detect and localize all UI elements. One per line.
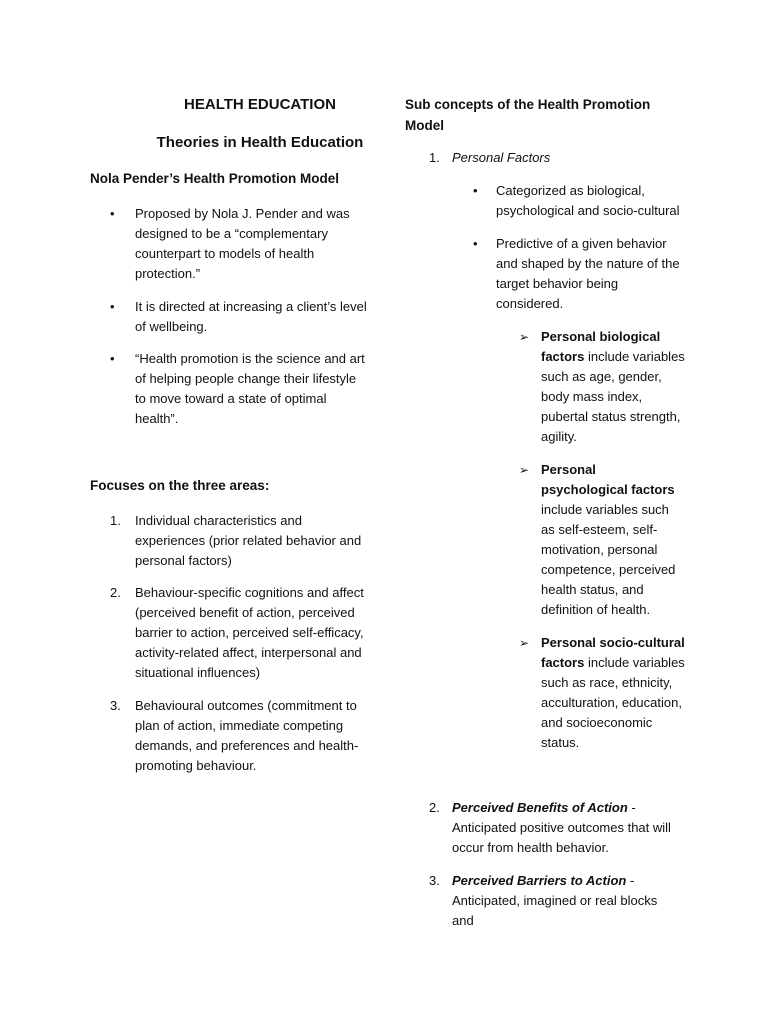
- model-heading: Nola Pender’s Health Promotion Model: [90, 171, 340, 186]
- list-item: 2. Behaviour-specific cognitions and affect (perceived benefit of action, perceived barrier to action, perceived self-efficacy, activity-related affect, interpersonal and situational influences): [110, 585, 364, 680]
- bullet-icon: •: [110, 299, 115, 314]
- page-title: HEALTH EDUCATION: [184, 96, 336, 113]
- list-item: • Proposed by Nola J. Pender and was designed to be a “complementary counterpart to models of health protection.”: [110, 206, 350, 281]
- list-item: ➢ Personal psychological factors include variables such as self-esteem, self-motivation, personal competence, perceived health status, and definition of health.: [519, 462, 676, 617]
- list-item: • “Health promotion is the science and art of helping people change their lifestyle to move toward a state of optimal health”.: [110, 351, 365, 426]
- list-item: 3. Behavioural outcomes (commitment to plan of action, immediate competing demands, and preferences and health-promoting behaviour.: [110, 698, 359, 773]
- list-item: 1. Individual characteristics and experiences (prior related behavior and personal factors): [110, 513, 362, 568]
- section-heading: Sub concepts of the Health Promotion Model: [405, 97, 651, 133]
- arrow-bullet-icon: ➢: [519, 330, 530, 344]
- list-item: • It is directed at increasing a client’s level of wellbeing.: [110, 299, 367, 334]
- arrow-bullet-icon: ➢: [519, 463, 530, 477]
- list-item: • Predictive of a given behavior and shaped by the nature of the target behavior being considered.: [473, 236, 680, 311]
- list-item: • Categorized as biological, psychological and socio-cultural: [473, 183, 680, 218]
- list-item: 1. Personal Factors: [429, 150, 551, 165]
- bullet-icon: •: [110, 206, 115, 221]
- focus-heading: Focuses on the three areas:: [90, 478, 270, 493]
- list-item: 3. Perceived Barriers to Action - Anticipated, imagined or real blocks and: [429, 873, 658, 928]
- bullet-icon: •: [110, 351, 115, 366]
- list-item: ➢ Personal socio-cultural factors include variables such as race, ethnicity, acculturation, education, and socioeconomic status.: [519, 635, 685, 750]
- bullet-icon: •: [473, 183, 478, 198]
- arrow-bullet-icon: ➢: [519, 636, 530, 650]
- list-item: ➢ Personal biological factors include variables such as age, gender, body mass index, pubertal status strength, agility.: [519, 329, 685, 444]
- bullet-icon: •: [473, 236, 478, 251]
- page-subtitle: Theories in Health Education: [156, 134, 364, 151]
- list-item: 2. Perceived Benefits of Action - Anticipated positive outcomes that will occur from health behavior.: [429, 800, 671, 855]
